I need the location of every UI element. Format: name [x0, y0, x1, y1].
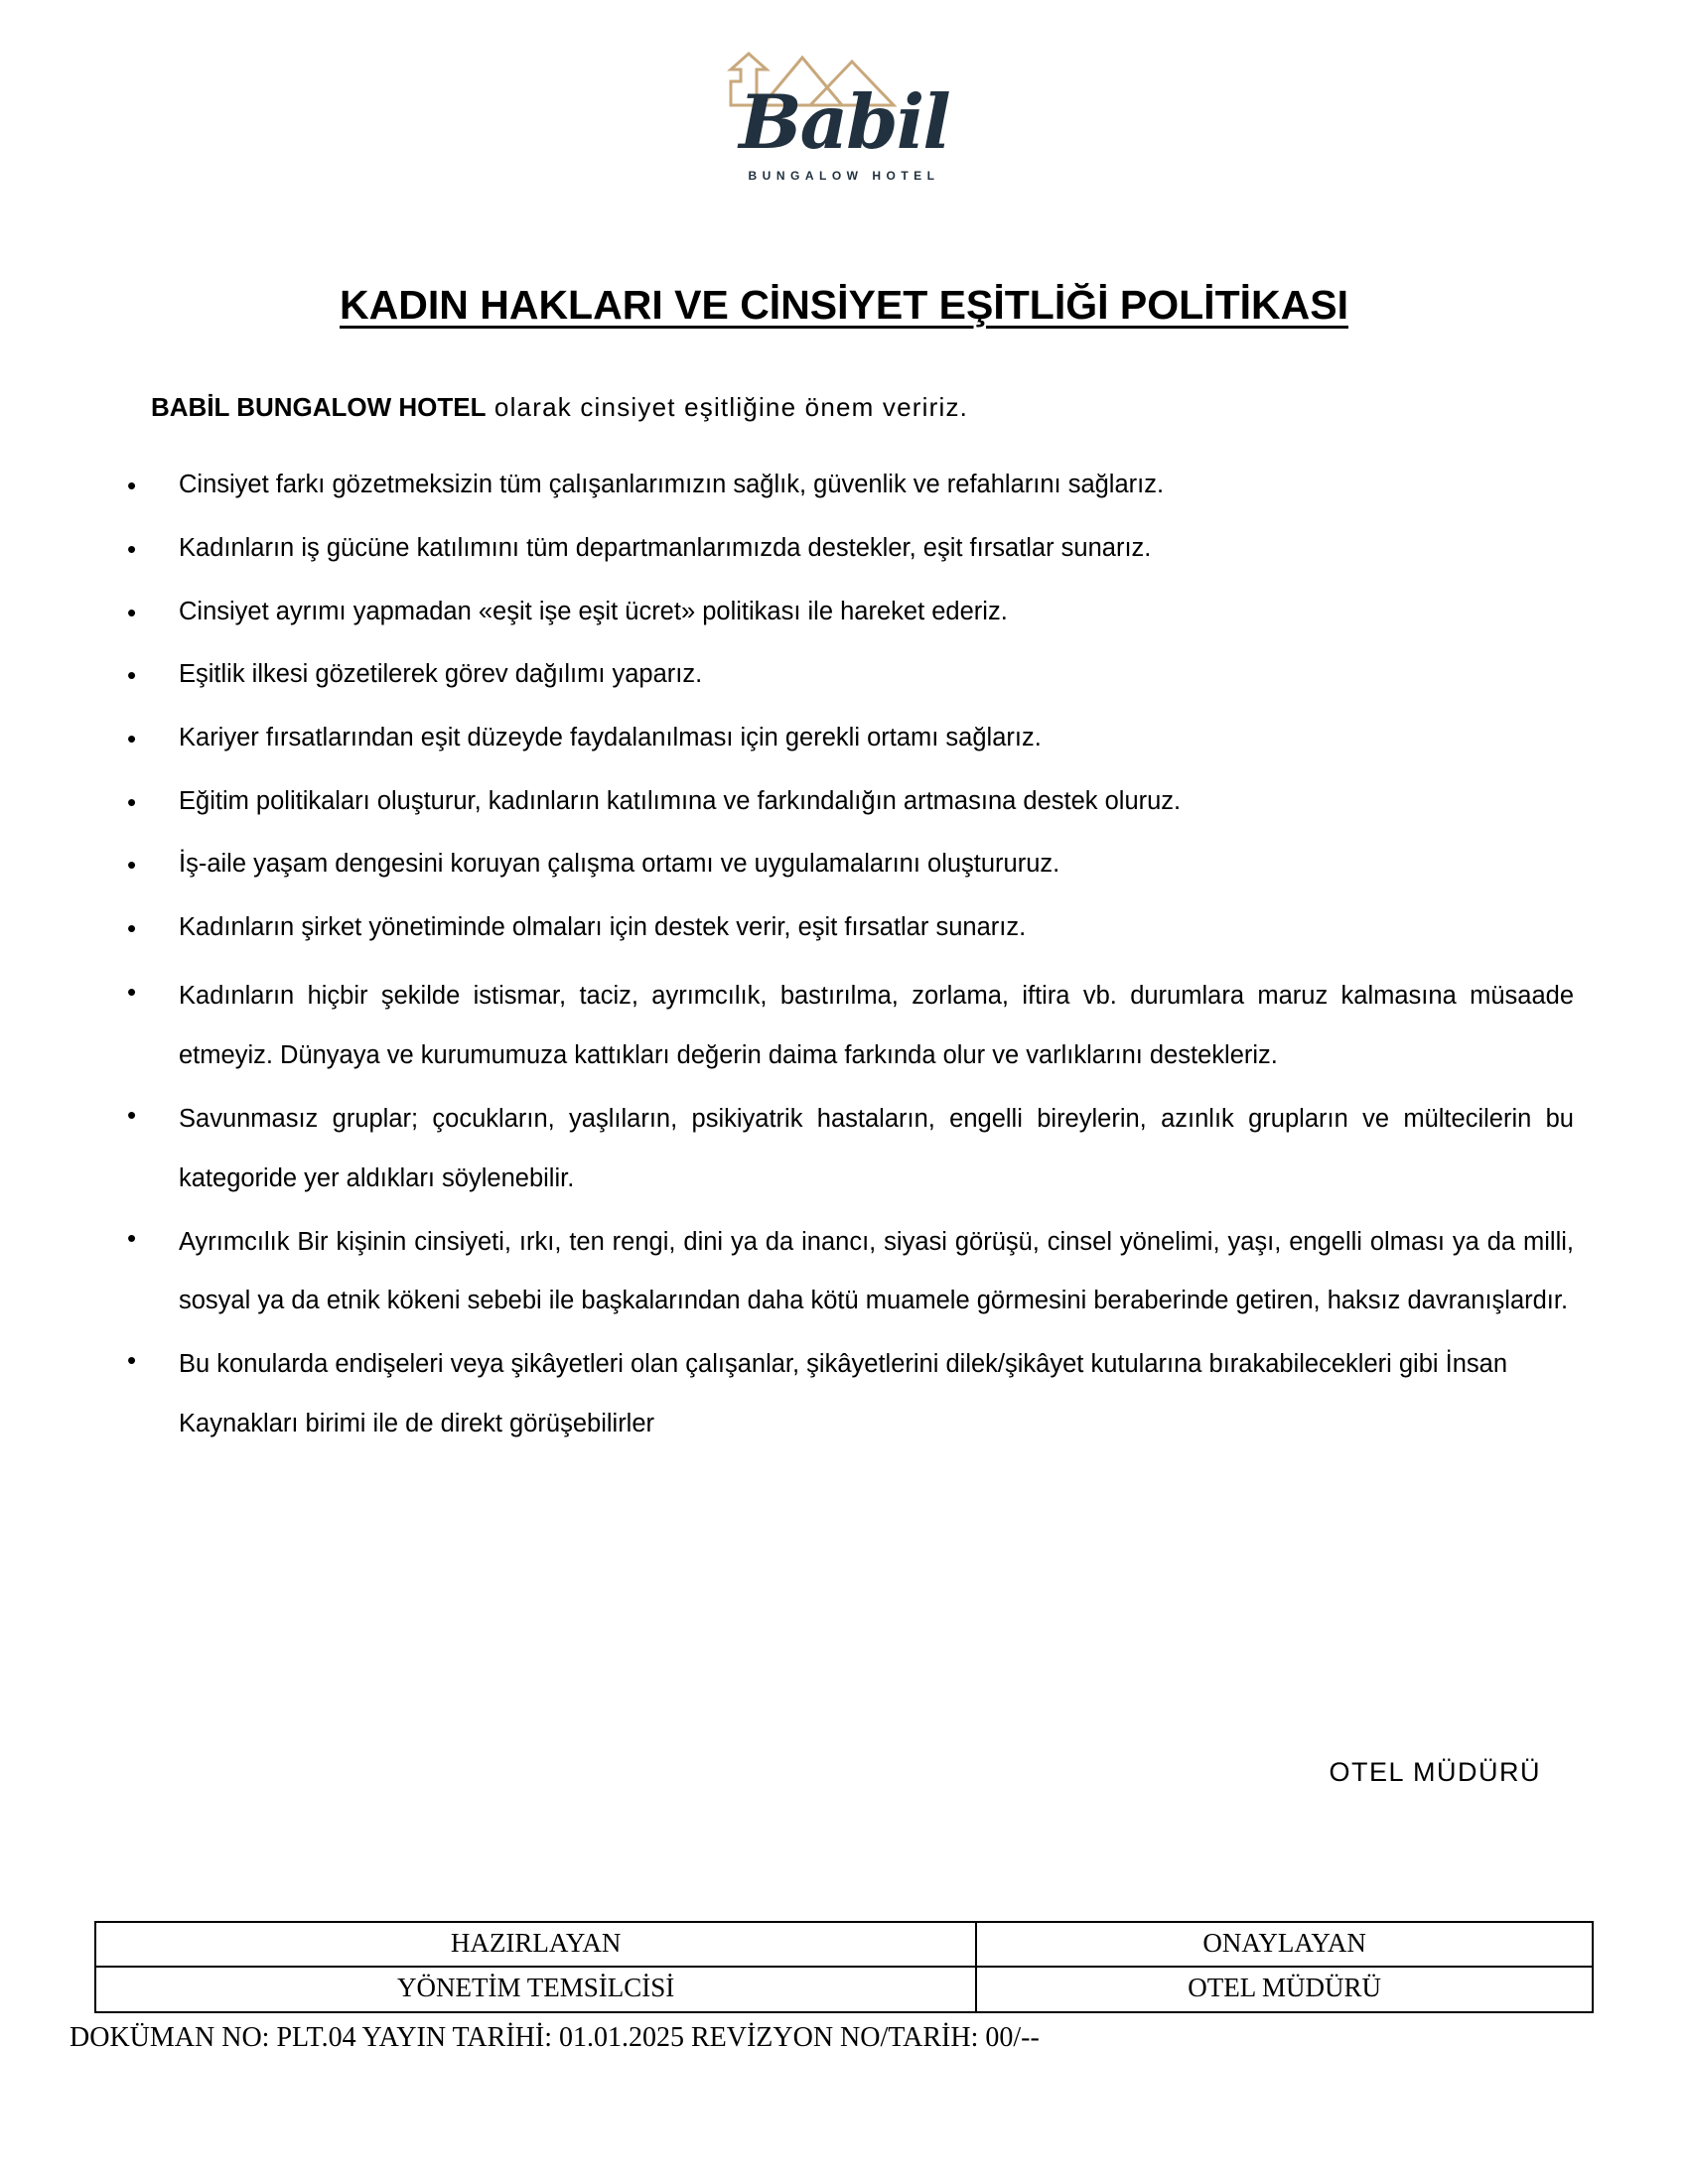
company-logo — [0, 0, 1688, 191]
list-item: • Eşitlik ilkesi gözetilerek görev dağılımı yaparız. — [0, 650, 1574, 700]
logo-subtitle: BUNGALOW HOTEL — [748, 169, 940, 183]
list-item: • Cinsiyet farkı gözetmeksizin tüm çalışanlarımızın sağlık, güvenlik ve refahlarını sağlarız. — [0, 461, 1574, 510]
policy-list — [0, 461, 1688, 1454]
logo-wordmark: Babil — [739, 78, 949, 166]
signature-line: OTEL MÜDÜRÜ — [1329, 1757, 1541, 1787]
list-item: • Kariyer fırsatlarından eşit düzeyde faydalanılması için gerekli ortamı sağlarız. — [0, 714, 1574, 763]
intro-rest-text: olarak cinsiyet eşitliğine önem veririz. — [486, 392, 969, 422]
document-metadata-note: DOKÜMAN NO: PLT.04 YAYIN TARİHİ: 01.01.2025 REVİZYON NO/TARİH: 00/-- — [70, 2021, 1040, 2053]
list-item: • Savunmasız gruplar; çocukların, yaşlıların, psikiyatrik hastaların, engelli bireylerin, azınlık grupların ve mültecilerin bu kategoride yer aldıkları söylenebilir. — [0, 1090, 1574, 1209]
table-row — [95, 1967, 1593, 2011]
page-title-text: KADIN HAKLARI VE CİNSİYET EŞİTLİĞİ POLİTİKASI — [340, 282, 1348, 328]
logo-inner — [695, 52, 993, 191]
table-cell-prepared-by-role: YÖNETİM TEMSİLCİSİ — [95, 1967, 976, 2011]
approval-table — [94, 1921, 1594, 2013]
table-cell-approved-by-role: OTEL MÜDÜRÜ — [976, 1967, 1593, 2011]
footer-block — [0, 1921, 1688, 2054]
list-item: • Bu konularda endişeleri veya şikâyetleri olan çalışanlar, şikâyetlerini dilek/şikâyet kutularına bırakabilecekleri gibi İnsan Kaynakları birimi ile de direkt görüşebilirler — [0, 1335, 1574, 1454]
list-item: • Kadınların hiçbir şekilde istismar, taciz, ayrımcılık, bastırılma, zorlama, iftira vb. durumlara maruz kalmasına müsaade etmeyiz. Dünyaya ve kurumumuza kattıkları değerin daima farkında olur ve varlıklarını destekleriz. — [0, 967, 1574, 1086]
list-item: • Eğitim politikaları oluşturur, kadınların katılımına ve farkındalığın artmasına destek oluruz. — [0, 777, 1574, 827]
list-item: • Ayrımcılık Bir kişinin cinsiyeti, ırkı, ten rengi, dini ya da inancı, siyasi görüşü, cinsel yönelimi, yaşı, engelli olması ya da milli, sosyal ya da etnik kökeni sebebi ile başkalarından daha kötü muamele görmesini beraberinde getiren, haksız davranışlardır. — [0, 1213, 1574, 1332]
page-title — [0, 282, 1688, 329]
list-item: • Cinsiyet ayrımı yapmadan «eşit işe eşit ücret» politikası ile hareket ederiz. — [0, 588, 1574, 637]
list-item: • İş-aile yaşam dengesini koruyan çalışma ortamı ve uygulamalarını oluştururuz. — [0, 840, 1574, 889]
intro-paragraph — [151, 390, 1688, 425]
table-header-prepared-by: HAZIRLAYAN — [95, 1922, 976, 1967]
list-item: • Kadınların iş gücüne katılımını tüm departmanlarımızda destekler, eşit fırsatlar sunarız. — [0, 524, 1574, 574]
table-header-approved-by: ONAYLAYAN — [976, 1922, 1593, 1967]
list-item: • Kadınların şirket yönetiminde olmaları için destek verir, eşit fırsatlar sunarız. — [0, 903, 1574, 953]
intro-company-name: BABİL BUNGALOW HOTEL — [151, 392, 487, 422]
table-row — [95, 1922, 1593, 1967]
